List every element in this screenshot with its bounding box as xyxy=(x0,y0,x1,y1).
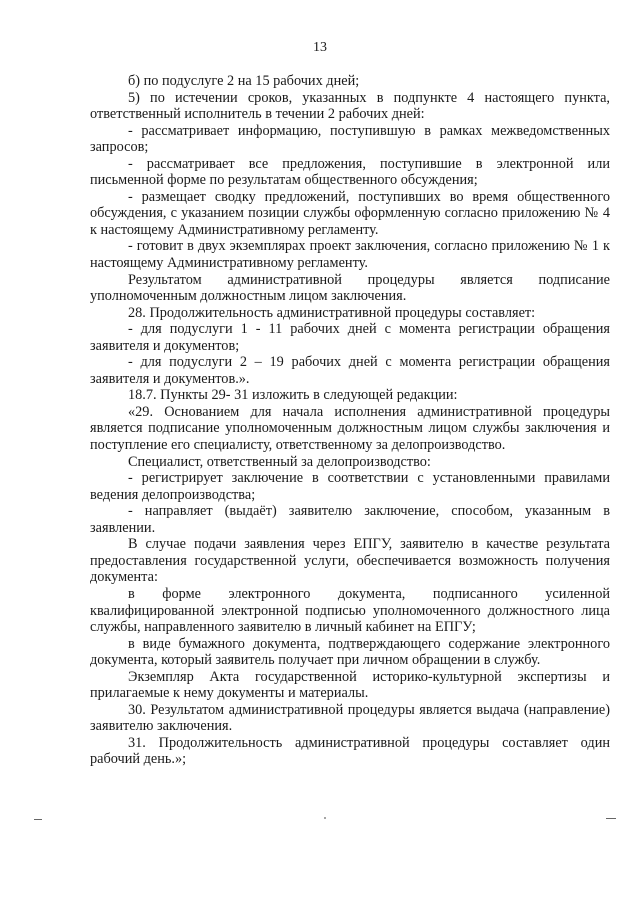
paragraph: 31. Продолжительность административной процедуры составляет один рабочий день.»; xyxy=(90,734,610,768)
page-number: 13 xyxy=(313,40,327,55)
paragraph: - для подуслуги 2 – 19 рабочих дней с момента регистрации обращения заявителя и документов.». xyxy=(90,354,610,387)
paragraph: 28. Продолжительность административной процедуры составляет: xyxy=(128,304,536,321)
paragraph: В случае подачи заявления через ЕПГУ, заявителю в качестве результата предоставления государственной услуги, обеспечивается возможность получения документа: xyxy=(90,536,610,586)
paragraph: - готовит в двух экземплярах проект заключения, согласно приложению № 1 к настоящему Административному регламенту. xyxy=(90,238,610,272)
paragraph: - рассматривает все предложения, поступившие в электронной или письменной форме по результатам общественного обсуждения; xyxy=(90,155,610,189)
paragraph: - рассматривает информацию, поступившую в рамках межведомственных запросов; xyxy=(90,122,610,156)
paragraph: в форме электронного документа, подписанного усиленной квалифицированной электронной подписью уполномоченного должностного лица службы, направленного заявителю в личный кабинет на ЕПГУ; xyxy=(90,585,610,636)
paragraph: Экземпляр Акта государственной историко-культурной экспертизы и прилагаемые к нему документы и материалы. xyxy=(90,668,610,702)
paragraph: 18.7. Пункты 29- 31 изложить в следующей редакции: xyxy=(128,387,458,404)
paragraph: 30. Результатом административной процедуры является выдача (направление) заявителю заключения. xyxy=(90,701,610,735)
paragraph: 5) по истечении сроков, указанных в подпункте 4 настоящего пункта, ответственный исполнитель в течении 2 рабочих дней: xyxy=(90,89,610,123)
paragraph: Результатом административной процедуры является подписание уполномоченным должностным лицом заключения. xyxy=(90,271,610,305)
paragraph: Специалист, ответственный за делопроизводство: xyxy=(128,453,431,470)
paragraph: - для подуслуги 1 - 11 рабочих дней с момента регистрации обращения заявителя и документов; xyxy=(90,321,610,354)
paragraph: - размещает сводку предложений, поступивших во время общественного обсуждения, с указанием позиции службы оформленную согласно приложению № 4 к настоящему Административному регламенту. xyxy=(90,188,610,238)
scan-mark xyxy=(606,818,616,819)
paragraph: - направляет (выдаёт) заявителю заключение, способом, указанным в заявлении. xyxy=(90,503,610,536)
paragraph: - регистрирует заключение в соответствии с установленными правилами ведения делопроизводства; xyxy=(90,470,610,503)
document-body xyxy=(90,73,610,768)
paragraph: «29. Основанием для начала исполнения административной процедуры является подписание уполномоченным должностным лицом службы заключения и поступление его специалисту, ответственному за делопроизводство. xyxy=(90,403,610,454)
scan-mark xyxy=(34,819,42,820)
scan-dot xyxy=(324,817,326,819)
paragraph: в виде бумажного документа, подтверждающего содержание электронного документа, который заявитель получает при личном обращении в службу. xyxy=(90,635,610,669)
paragraph: б) по подуслуге 2 на 15 рабочих дней; xyxy=(128,73,360,89)
